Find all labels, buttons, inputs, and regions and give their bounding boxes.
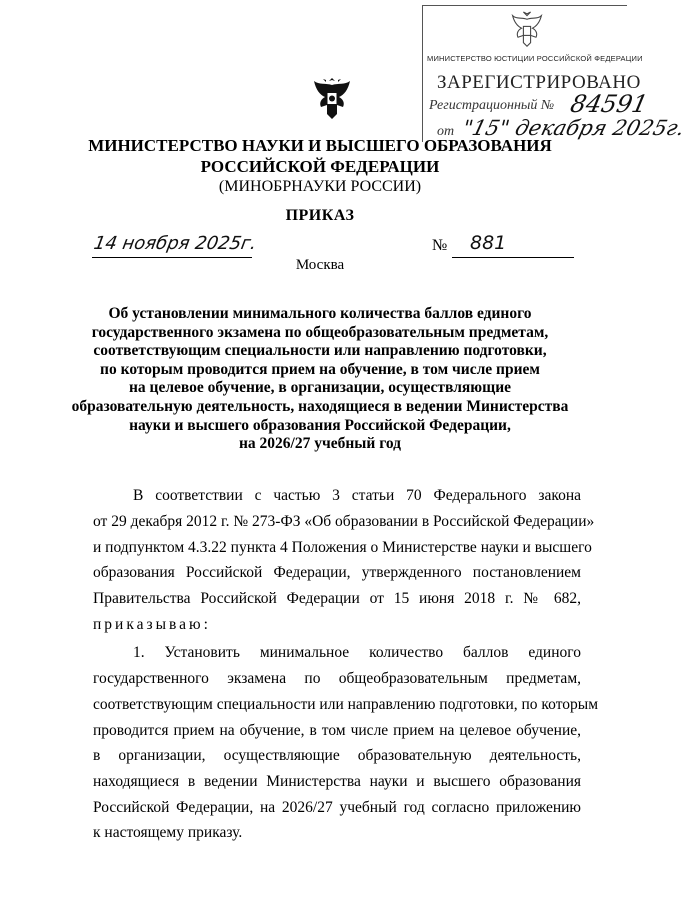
title-line: на целевое обучение, в организации, осуществляющие	[128, 379, 512, 397]
body-line: и подпунктом 4.3.22 пункта 4 Положения о Министерстве науки и высшего	[93, 539, 592, 556]
body-line: 1. Установить минимальное количество баллов единого	[133, 644, 581, 661]
ministry-name-line1: МИНИСТЕРСТВО НАУКИ И ВЫСШЕГО ОБРАЗОВАНИЯ	[88, 136, 552, 155]
ministry-name-line2: РОССИЙСКОЙ ФЕДЕРАЦИИ	[200, 157, 440, 176]
body-line: от 29 декабря 2012 г. № 273-ФЗ «Об образовании в Российской Федерации»	[93, 513, 595, 530]
order-date: 14 ноября 2025г.	[92, 233, 259, 254]
title-line: соответствующим специальности или направлению подготовки,	[93, 342, 547, 360]
body-line: образования Российской Федерации, утвержденного постановлением	[93, 564, 581, 581]
stamp-registered-label: ЗАРЕГИСТРИРОВАНО	[437, 72, 641, 93]
registration-stamp	[422, 5, 687, 142]
order-verb: приказываю:	[93, 616, 211, 633]
double-headed-eagle-emblem-icon	[311, 76, 353, 122]
body-line: находящиеся в ведении Министерства науки и высшего образования	[93, 773, 581, 790]
stamp-registration-date: "15" декабря 2025г.	[460, 116, 687, 140]
title-line: образовательную деятельность, находящиеся в ведении Министерства	[71, 397, 569, 415]
body-line: государственного экзамена по общеобразовательным предметам,	[93, 670, 581, 687]
order-number: 881	[470, 232, 507, 254]
title-line: на 2026/27 учебный год	[239, 435, 401, 453]
stamp-ministry-name: МИНИСТЕРСТВО ЮСТИЦИИ РОССИЙСКОЙ ФЕДЕРАЦИИ	[427, 54, 643, 63]
number-sign: №	[432, 237, 448, 254]
title-line: государственного экзамена по общеобразовательным предметам,	[91, 323, 549, 341]
title-line: по которым проводится прием на обучение, в том числе прием	[100, 360, 540, 378]
body-line: проводится прием на обучение, в том числе прием на целевое обучение,	[93, 722, 581, 739]
body-line: В соответствии с частью 3 статьи 70 Федерального закона	[133, 487, 581, 504]
document-type: ПРИКАЗ	[285, 207, 355, 224]
document-title	[40, 305, 600, 454]
body-line: Правительства Российской Федерации от 15 июня 2018 г. № 682,	[93, 590, 581, 607]
title-line: науки и высшего образования Российской Федерации,	[129, 416, 511, 434]
body-line: соответствующим специальности или направлению подготовки, по которым	[93, 696, 599, 713]
body-line: к настоящему приказу.	[93, 824, 243, 841]
body-line: Российской Федерации, на 2026/27 учебный год согласно приложению	[93, 799, 581, 816]
body-line: в организации, осуществляющие образовательную деятельность,	[93, 747, 581, 764]
city: Москва	[295, 257, 345, 273]
double-headed-eagle-emblem-icon	[509, 10, 545, 50]
stamp-registration-number-label: Регистрационный №	[429, 98, 555, 113]
title-line: Об установлении минимального количества баллов единого	[108, 305, 532, 322]
stamp-registration-number: 84591	[568, 90, 651, 118]
stamp-date-prefix: от	[437, 124, 455, 139]
ministry-short-name: (МИНОБРНАУКИ РОССИИ)	[218, 178, 422, 195]
